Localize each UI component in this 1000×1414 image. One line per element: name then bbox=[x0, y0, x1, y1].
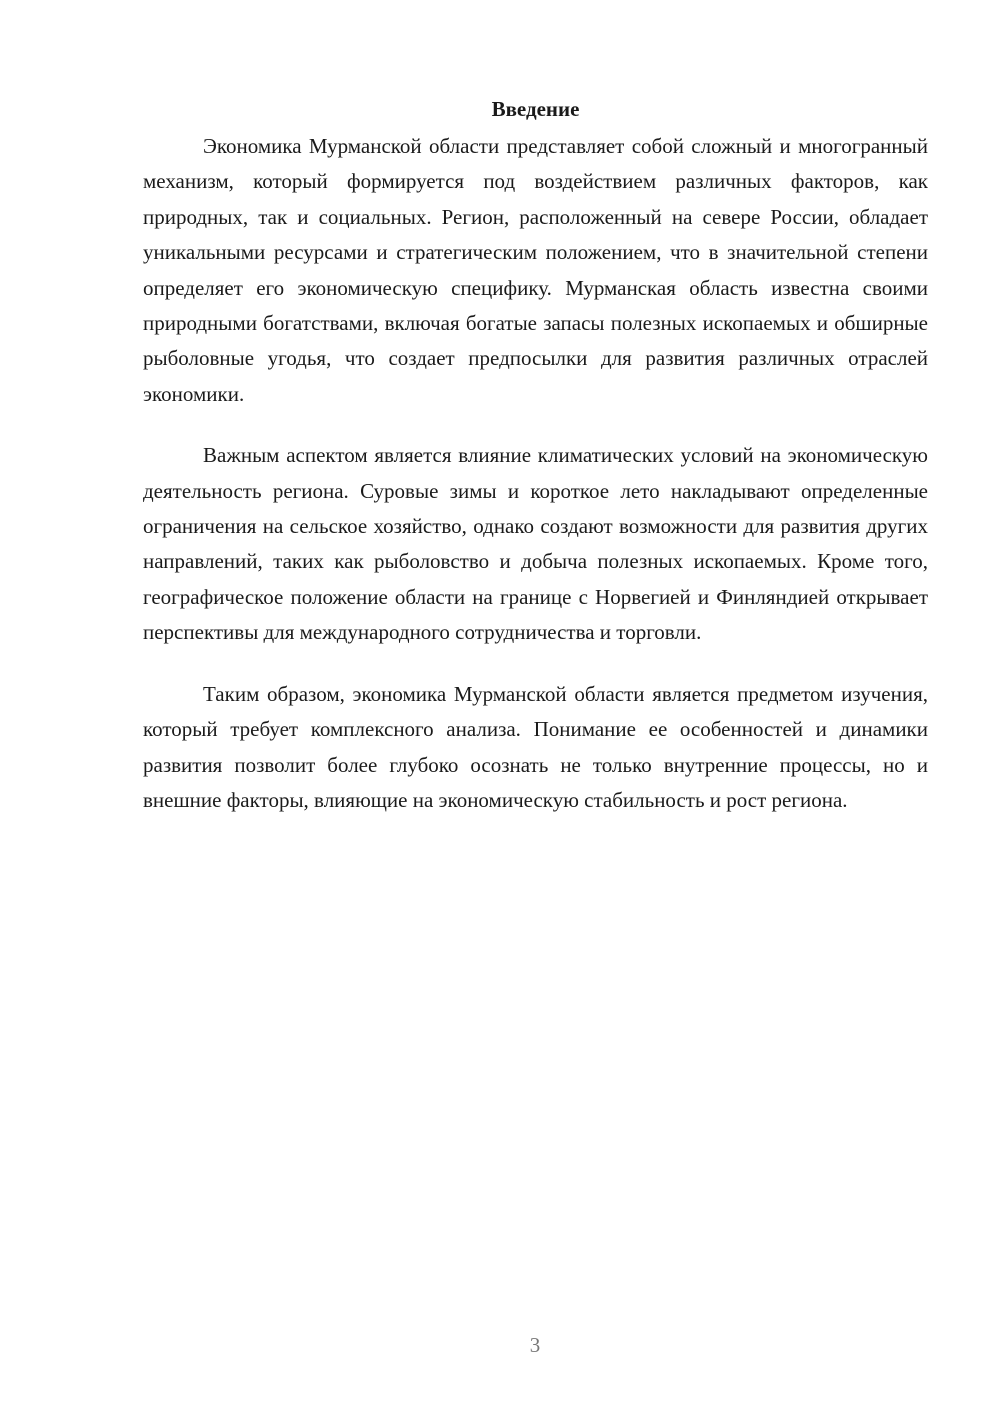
paragraph-3: Таким образом, экономика Мурманской области является предметом изучения, который требует комплексного анализа. Понимание ее особенностей и динамики развития позволит более глубоко осознать не только внутренние процессы, но и внешние факторы, влияющие на экономическую стабильность и рост региона. bbox=[143, 681, 928, 812]
page-number: 3 bbox=[529, 1333, 541, 1357]
page-content bbox=[143, 92, 928, 844]
section-title: Введение bbox=[491, 97, 580, 121]
paragraph-2: Важным аспектом является влияние климатических условий на экономическую деятельность региона. Суровые зимы и короткое лето накладывают определенные ограничения на сельское хозяйство, однако создают возможности для развития других направлений, таких как рыболовство и добыча полезных ископаемых. Кроме того, географическое положение области на границе с Норвегией и Финляндией открывает перспективы для международного сотрудничества и торговли. bbox=[143, 443, 928, 645]
paragraph-1: Экономика Мурманской области представляет собой сложный и многогранный механизм, который формируется под воздействием различных факторов, как природных, так и социальных. Регион, расположенный на севере России, обладает уникальными ресурсами и стратегическим положением, что в значительной степени определяет его экономическую специфику. Мурманская область известна своими природными богатствами, включая богатые запасы полезных ископаемых и обширные рыболовные угодья, что создает предпосылки для развития различных отраслей экономики. bbox=[143, 134, 928, 406]
